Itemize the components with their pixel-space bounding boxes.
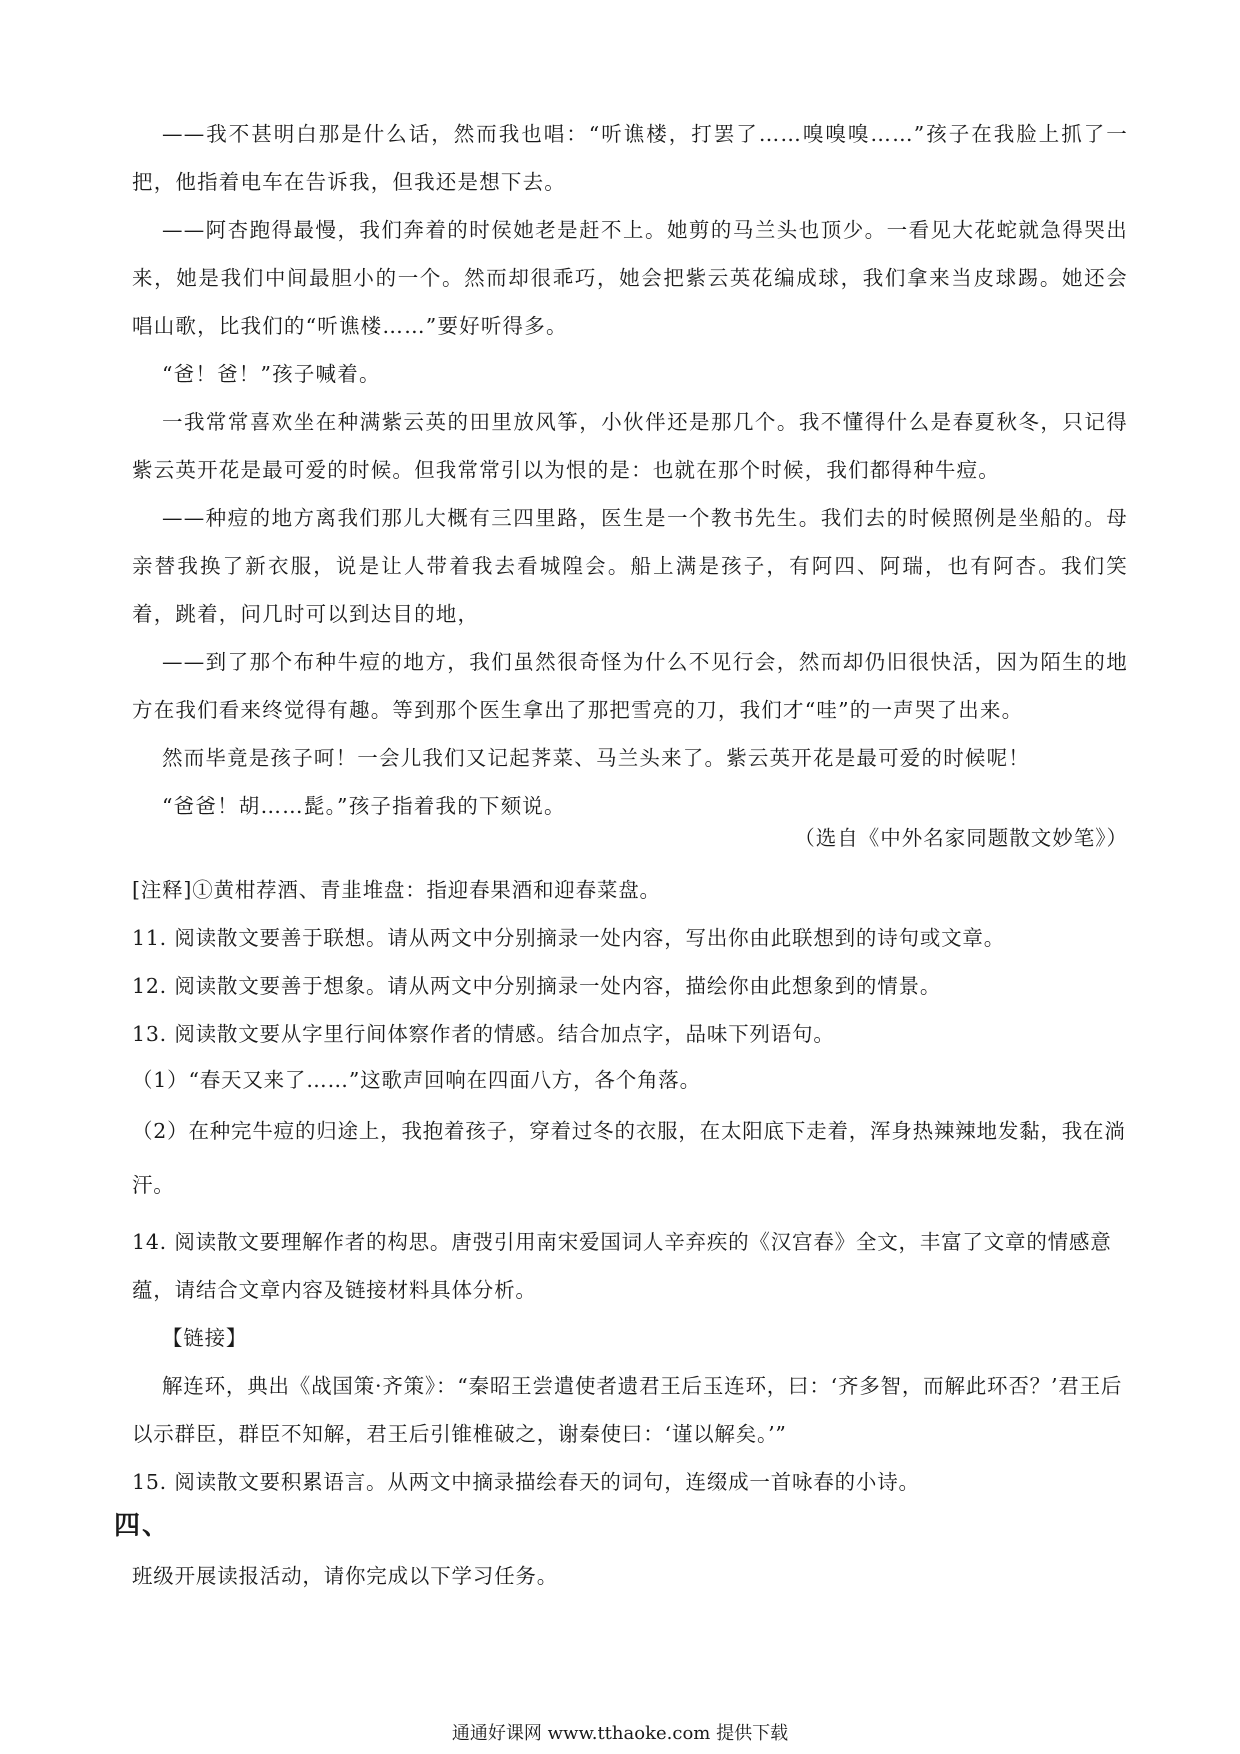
section-four-heading: 四、 xyxy=(114,1511,171,1541)
footer-credit: 通通好课网 www.tthaoke.com 提供下载 xyxy=(451,1723,789,1744)
paragraph-2: ——阿杏跑得最慢，我们奔着的时侯她老是赶不上。她剪的马兰头也顶少。一看见大花蛇就急得哭出来，她是我们中间最胆小的一个。然而却很乖巧，她会把紫云英花编成球，我们拿来当皮球踢。她还会唱山歌，比我们的“听谯楼……”要好听得多。 xyxy=(132,218,1128,338)
question-13-part-2: （2）在种完牛痘的归途上，我抱着孩子，穿着过冬的衣服，在太阳底下走着，浑身热辣辣地发黏，我在淌汗。 xyxy=(132,1119,1126,1197)
paragraph-1: ——我不甚明白那是什么话，然而我也唱：“听谯楼，打罢了……嗅嗅嗅……”孩子在我脸上抓了一把，他指着电车在告诉我，但我还是想下去。 xyxy=(132,122,1128,194)
question-13: 13. 阅读散文要从字里行间体察作者的情感。结合加点字，品味下列语句。 xyxy=(132,1022,835,1046)
question-15: 15. 阅读散文要积累语言。从两文中摘录描绘春天的词句，连缀成一首咏春的小诗。 xyxy=(132,1470,920,1494)
annotation-note: [注释]①黄柑荐酒、青韭堆盘：指迎春果酒和迎春菜盘。 xyxy=(132,878,661,902)
task-intro: 班级开展读报活动，请你完成以下学习任务。 xyxy=(132,1564,558,1588)
link-text: 解连环，典出《战国策·齐策》：“秦昭王尝遣使者遗君王后玉连环，曰：‘齐多智，而解此环否？’君王后以示群臣，群臣不知解，君王后引锥椎破之，谢秦使曰：‘谨以解矣。’” xyxy=(132,1374,1123,1446)
paragraph-4: 一我常常喜欢坐在种满紫云英的田里放风筝，小伙伴还是那几个。我不懂得什么是春夏秋冬，只记得紫云英开花是最可爱的时候。但我常常引以为恨的是：也就在那个时候，我们都得种牛痘。 xyxy=(132,410,1128,482)
link-heading: 【链接】 xyxy=(162,1326,248,1350)
question-14: 14. 阅读散文要理解作者的构思。唐弢引用南宋爱国词人辛弃疾的《汉宫春》全文，丰富了文章的情感意蕴，请结合文章内容及链接材料具体分析。 xyxy=(132,1230,1112,1302)
paragraph-7: 然而毕竟是孩子呵！一会儿我们又记起荠菜、马兰头来了。紫云英开花是最可爱的时候呢！ xyxy=(162,746,1030,770)
question-13-part-1: （1）“春天又来了……”这歌声回响在四面八方，各个角落。 xyxy=(132,1068,701,1092)
paragraph-6: ——到了那个布种牛痘的地方，我们虽然很奇怪为什么不见行会，然而却仍旧很快活，因为陌生的地方在我们看来终觉得有趣。等到那个医生拿出了那把雪亮的刀，我们才“哇”的一声哭了出来。 xyxy=(132,650,1128,722)
paragraph-8: “爸爸！胡……髭。”孩子指着我的下颏说。 xyxy=(162,794,566,818)
source-citation: （选自《中外名家同题散文妙笔》） xyxy=(794,826,1128,850)
paragraph-5: ——种痘的地方离我们那儿大概有三四里路，医生是一个教书先生。我们去的时候照例是坐船的。母亲替我换了新衣服，说是让人带着我去看城隍会。船上满是孩子，有阿四、阿瑞，也有阿杏。我们笑着，跳着，问几时可以到达目的地， xyxy=(132,506,1128,626)
question-12: 12. 阅读散文要善于想象。请从两文中分别摘录一处内容，描绘你由此想象到的情景。 xyxy=(132,974,942,998)
question-11: 11. 阅读散文要善于联想。请从两文中分别摘录一处内容，写出你由此联想到的诗句或文章。 xyxy=(132,926,1006,950)
paragraph-3: “爸！爸！”孩子喊着。 xyxy=(162,362,381,386)
